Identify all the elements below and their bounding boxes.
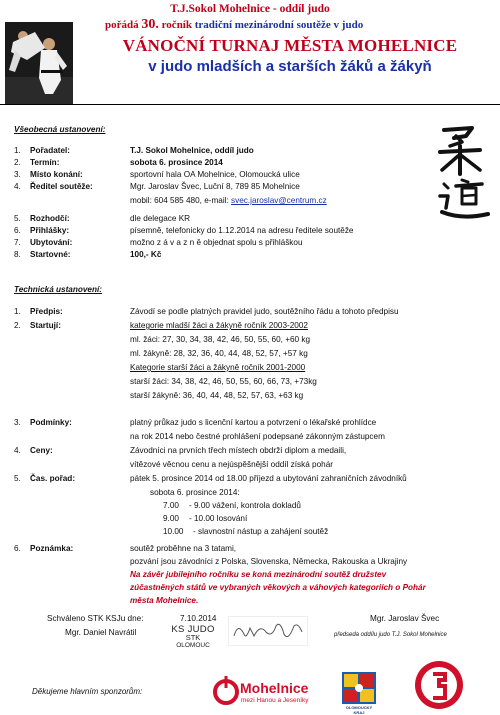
row-label: Čas. pořad: — [30, 474, 76, 483]
row-number: 2. — [14, 158, 21, 167]
signature-image — [228, 616, 308, 646]
row-number: 8. — [14, 250, 21, 259]
conditions-line-2: na rok 2014 nebo čestné prohlášení podepsané zákonným zástupcem — [130, 432, 385, 441]
note-red-line-3: města Mohelnice. — [130, 596, 199, 605]
category-senior-girls: starší žákyně: 36, 40, 44, 48, 52, 57, 63, +63 kg — [130, 391, 304, 400]
region-crest-icon — [342, 672, 376, 704]
schedule-item-3 — [163, 526, 328, 537]
email-link[interactable]: svec.jaroslav@centrum.cz — [231, 196, 327, 205]
stamp-line-1: KS JUDO — [171, 624, 215, 635]
row-value: sobota 6. prosince 2014 — [130, 158, 223, 167]
prizes-line-2: vítězové věcnou cenu a nejúspěšnější oddíl získá pohár — [130, 460, 333, 469]
category-senior-heading: Kategorie starší žáci a žákyně ročník 2001-2000 — [130, 363, 306, 372]
category-junior-girls: ml. žákyně: 28, 32, 36, 40, 44, 48, 52, 57, +57 kg — [130, 349, 308, 358]
row-number: 3. — [14, 418, 21, 427]
row-value: sportovní hala OA Mohelnice, Olomoucká ulice — [130, 170, 300, 179]
schedule-time: 10.00 — [163, 527, 184, 536]
category-junior-heading: kategorie mladší žáci a žákyně ročník 2003-2002 — [130, 321, 308, 330]
schedule-day-line: sobota 6. prosince 2014: — [150, 488, 240, 497]
row-number: 5. — [14, 474, 21, 483]
schedule-desc: - 10.00 losování — [189, 514, 248, 523]
row-label: Poznámka: — [30, 544, 74, 553]
stamp-line-2: STK — [185, 633, 201, 642]
signer-right: Mgr. Jaroslav Švec — [370, 614, 440, 623]
technical-heading: Technická ustanovení: — [14, 285, 102, 294]
row-label: Startovné: — [30, 250, 71, 259]
general-heading: Všeobecná ustanovení: — [14, 125, 106, 134]
row-label: Pořadatel: — [30, 146, 71, 155]
row-label: Místo konání: — [30, 170, 83, 179]
row-number: 1. — [14, 307, 21, 316]
row-value: platný průkaz judo s licenční kartou a potvrzení o lékařské prohlídce — [130, 418, 377, 427]
row-number: 6. — [14, 544, 21, 553]
row-number: 7. — [14, 238, 21, 247]
sponsor-olomoucky-kraj[interactable] — [340, 672, 378, 715]
row-number: 5. — [14, 214, 21, 223]
stamp-line-3: OLOMOUC — [176, 642, 210, 649]
schedule-time: 9.00 — [163, 514, 179, 523]
note-red-line-1: Na závěr jubilejního ročníku se koná mezinárodní soutěž družstev — [130, 570, 387, 579]
header-edition-mid: ročník — [158, 19, 192, 31]
row-label: Ředitel soutěže: — [30, 182, 93, 191]
header-club-line: T.J.Sokol Mohelnice - oddíl judo — [170, 3, 330, 15]
sponsor-mohelnice[interactable] — [212, 674, 332, 712]
row-label: Rozhodčí: — [30, 214, 70, 223]
sponsors-label: Děkujeme hlavním sponzorům: — [32, 687, 143, 696]
note-red-line-2: zúčastněných států ve vybraných věkových a váhových kategoriích o Pohár — [130, 583, 426, 592]
row-label: Předpis: — [30, 307, 63, 316]
header-edition-post: tradiční mezinárodní soutěže v judo — [191, 19, 364, 31]
row-label: Podmínky: — [30, 418, 72, 427]
header-edition-pre: pořádá — [105, 19, 142, 31]
row-number: 4. — [14, 446, 21, 455]
row-number: 1. — [14, 146, 21, 155]
schedule-desc: - slavnostní nástup a zahájení soutěž — [193, 527, 329, 536]
row-value: T.J. Sokol Mohelnice, oddíl judo — [130, 146, 254, 155]
signer-right-role: předseda oddílu judo T.J. Sokol Mohelnice — [334, 632, 447, 638]
row-value: písemně, telefonicky do 1.12.2014 na adresu ředitele soutěže — [130, 226, 354, 235]
row-label: Termín: — [30, 158, 60, 167]
schedule-item-1 — [163, 500, 301, 511]
row-label: Ubytování: — [30, 238, 73, 247]
schedule-item-2 — [163, 513, 247, 524]
schedule-desc: - 9.00 vážení, kontrola dokladů — [189, 501, 301, 510]
row-value: pátek 5. prosince 2014 od 18.00 příjezd a ubytování zahraničních závodníků — [130, 474, 407, 483]
row-value: možno z á v a z n ě objednat spolu s přihláškou — [130, 238, 303, 247]
row-label: Startují: — [30, 321, 61, 330]
row-value: dle delegace KR — [130, 214, 191, 223]
sponsor-mohelnice-sub: mezi Hanou a Jeseníky — [241, 697, 309, 704]
row-label: Ceny: — [30, 446, 53, 455]
row-value: soutěž proběhne na 3 tatami, — [130, 544, 237, 553]
row-number: 2. — [14, 321, 21, 330]
approval-label: Schváleno STK KSJu dne: — [47, 614, 144, 623]
sokol-logo-icon — [412, 658, 466, 712]
row-value: 100,- Kč — [130, 250, 162, 259]
stamp — [168, 626, 218, 650]
general-contact — [130, 195, 327, 206]
approval-date: 7.10.2014 — [180, 614, 217, 623]
row-number: 3. — [14, 170, 21, 179]
category-junior-boys: ml. žáci: 27, 30, 34, 38, 42, 46, 50, 55, 60, +60 kg — [130, 335, 311, 344]
row-value: Mgr. Jaroslav Švec, Luční 8, 789 85 Mohelnice — [130, 182, 300, 191]
header-edition-number: 30. — [141, 17, 159, 32]
contact-phone: mobil: 604 585 480, e-mail: — [130, 196, 232, 205]
schedule-time: 7.00 — [163, 501, 179, 510]
row-value: Závodí se podle platných pravidel judo, soutěžního řádu a tohoto předpisu — [130, 307, 399, 316]
note-line-2: pozvání jsou závodníci z Polska, Slovenska, Německa, Rakouska a Ukrajiny — [130, 557, 408, 566]
page-title: VÁNOČNÍ TURNAJ MĚSTA MOHELNICE — [122, 36, 458, 55]
region-crest-label: OLOMOUCKÝ KRAJ — [345, 705, 373, 715]
row-number: 6. — [14, 226, 21, 235]
row-number: 4. — [14, 182, 21, 191]
category-senior-boys: starší žáci: 34, 38, 42, 46, 50, 55, 60, 66, 73, +73kg — [130, 377, 317, 386]
row-value: Závodníci na prvních třech místech obdrží diplom a medaili, — [130, 446, 347, 455]
row-label: Přihlášky: — [30, 226, 70, 235]
signer-left: Mgr. Daniel Navrátil — [65, 628, 137, 637]
mohelnice-logo-icon — [212, 674, 242, 712]
sponsor-mohelnice-name: Mohelnice — [240, 680, 309, 696]
page-subtitle: v judo mladších a starších žáků a žákyň — [148, 58, 432, 75]
